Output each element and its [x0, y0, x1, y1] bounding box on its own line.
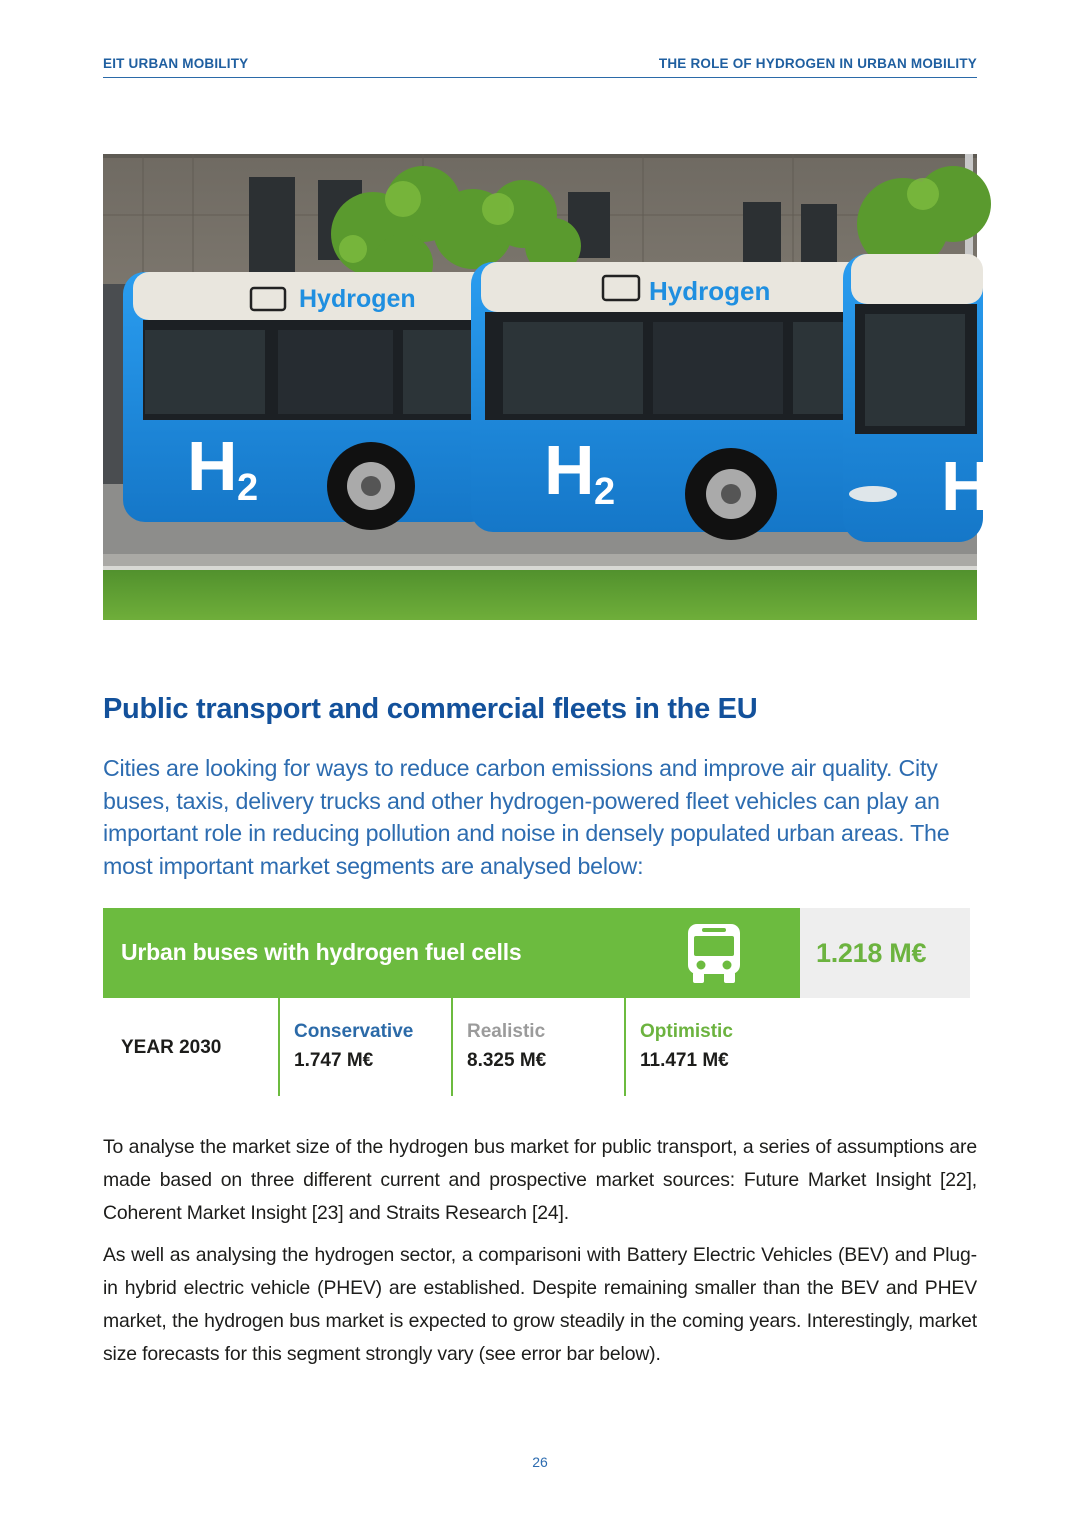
section-intro: Cities are looking for ways to reduce carbon emissions and improve air quality. City buses, taxis, delivery trucks and other hydrogen-powered fleet vehicles can play an important role in reducing pollution and noise in densely populated urban areas. The most important market segments are analysed below: [103, 755, 950, 879]
scenario-value: 1.747 M€ [294, 1050, 374, 1071]
scenario-conservative [278, 998, 452, 1096]
svg-text:Hydrogen: Hydrogen [299, 285, 416, 313]
segment-banner [103, 908, 800, 998]
scenario-year: YEAR 2030 [121, 1037, 222, 1058]
hydrogen-buses-photo [103, 154, 992, 620]
svg-text:2: 2 [594, 471, 616, 513]
scenario-row [103, 998, 970, 1096]
scenario-optimistic [624, 998, 798, 1096]
svg-text:H: H [941, 447, 992, 525]
scenario-name: Conservative [294, 1021, 414, 1042]
scenario-name: Realistic [467, 1021, 546, 1042]
header-report-title: THE ROLE OF HYDROGEN IN URBAN MOBILITY [658, 56, 977, 71]
page-number: 26 [532, 1454, 548, 1470]
body-paragraph-1: To analyse the market size of the hydrogen bus market for public transport, a series of assumptions are made based on three different current and prospective market sources: Future Market Insight [22], Coherent Market Insight [23] and Straits Research [24]. [103, 1136, 977, 1224]
svg-text:2: 2 [237, 467, 259, 509]
page-header [103, 55, 977, 78]
bus-icon [686, 922, 742, 989]
segment-market-size: 1.218 M€ [816, 938, 927, 968]
segment-value-box [800, 908, 970, 998]
segment-label: Urban buses with hydrogen fuel cells [121, 939, 522, 965]
body-paragraph-2: As well as analysing the hydrogen sector, a comparisoni with Battery Electric Vehicles (BEV) and Plug-in hybrid electric vehicle (PHEV) are established. Despite remaining smaller than the BEV and PHEV market, the hydrogen bus market is expected to grow steadily in the coming years. Interestingly, market size forecasts for this segment strongly vary (see error bar below). [103, 1244, 977, 1365]
svg-text:H: H [544, 431, 595, 509]
svg-text:H: H [187, 427, 238, 505]
header-publisher: EIT URBAN MOBILITY [103, 56, 249, 71]
scenario-realistic [451, 998, 625, 1096]
section-title: Public transport and commercial fleets in the EU [103, 693, 758, 725]
svg-text:Hydrogen: Hydrogen [649, 276, 771, 306]
scenario-value: 11.471 M€ [640, 1050, 729, 1071]
scenario-name: Optimistic [640, 1021, 733, 1042]
scenario-value: 8.325 M€ [467, 1050, 547, 1071]
